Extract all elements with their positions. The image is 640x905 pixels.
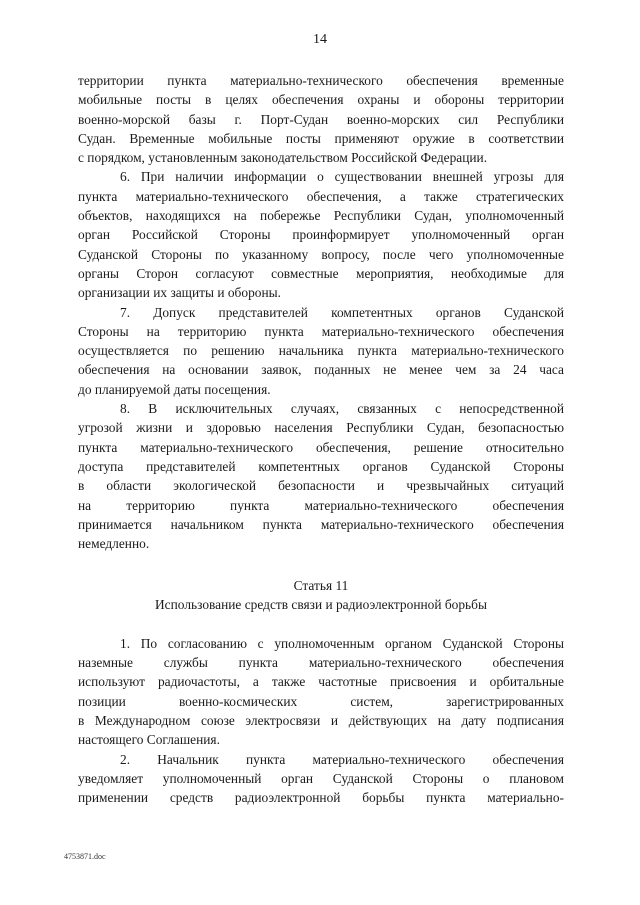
text-line: угрозой жизни и здоровью населения Республики Судан, безопасностью bbox=[78, 420, 564, 436]
text-line: орган Российской Стороны проинформирует уполномоченный орган bbox=[78, 227, 564, 243]
text-line: до планируемой даты посещения. bbox=[78, 381, 271, 397]
text-line: принимается начальником пункта материально-технического обеспечения bbox=[78, 516, 564, 532]
text-line: 1. По согласованию с уполномоченным органом Суданской Стороны bbox=[120, 635, 564, 651]
text-line: настоящего Соглашения. bbox=[78, 732, 220, 748]
text-line: военно-морской базы г. Порт-Судан военно-морских сил Республики bbox=[78, 111, 564, 127]
text-line: объектов, находящихся на побережье Республики Судан, уполномоченный bbox=[78, 208, 564, 224]
text-block-top bbox=[78, 71, 564, 553]
text-line: 8. В исключительных случаях, связанных с непосредственной bbox=[120, 401, 564, 417]
heading-line: Статья 11 bbox=[293, 578, 349, 593]
text-line: немедленно. bbox=[78, 536, 150, 552]
text-line: Суданской Стороны по указанному вопросу, после чего уполномоченные bbox=[78, 246, 564, 262]
text-line: в Международном союзе электросвязи и действующих на дату подписания bbox=[78, 713, 564, 729]
page-number: 14 bbox=[313, 32, 327, 47]
text-line: на территорию пункта материально-технического обеспечения bbox=[78, 497, 564, 513]
text-line: применении средств радиоэлектронной борьбы пункта материально- bbox=[78, 790, 564, 806]
text-line: 7. Допуск представителей компетентных органов Суданской bbox=[120, 304, 564, 320]
text-line bbox=[78, 615, 564, 634]
text-line: 6. При наличии информации о существовании внешней угрозы для bbox=[120, 169, 564, 185]
file-name-footer: 4753871.doc bbox=[64, 852, 106, 861]
text-line: доступа представителей компетентных органов Суданской Стороны bbox=[78, 458, 564, 474]
text-block-article-11 bbox=[78, 576, 564, 808]
text-line: наземные службы пункта материально-технического обеспечения bbox=[78, 655, 564, 671]
text-line: мобильные посты в целях обеспечения охраны и обороны территории bbox=[78, 92, 564, 108]
text-line: территории пункта материально-технического обеспечения временные bbox=[78, 73, 564, 88]
text-line: 2. Начальник пункта материально-технического обеспечения bbox=[120, 751, 564, 767]
text-line: с порядком, установленным законодательством Российской Федерации. bbox=[78, 150, 488, 166]
text-line: пункта материально-технического обеспечения, решение относительно bbox=[78, 439, 564, 455]
text-line: осуществляется по решению начальника пункта материально-технического bbox=[78, 343, 564, 359]
text-line: органы Сторон согласуют совместные мероприятия, необходимые для bbox=[78, 265, 564, 281]
text-line: пункта материально-технического обеспечения, а также стратегических bbox=[78, 188, 564, 204]
heading-line: Использование средств связи и радиоэлектронной борьбы bbox=[155, 597, 487, 613]
text-line: Стороны на территорию пункта материально-технического обеспечения bbox=[78, 323, 564, 339]
text-line: обеспечения на основании заявок, поданных не менее чем за 24 часа bbox=[78, 362, 564, 378]
text-line: позиции военно-космических систем, зарегистрированных bbox=[78, 693, 564, 709]
text-line: используют радиочастоты, а также частотные присвоения и орбитальные bbox=[78, 674, 564, 690]
text-line: организации их защиты и обороны. bbox=[78, 285, 281, 301]
text-line: Судан. Временные мобильные посты применяют оружие в соответствии bbox=[78, 130, 564, 146]
text-line: в области экологической безопасности и чрезвычайных ситуаций bbox=[78, 478, 564, 494]
text-line: уведомляет уполномоченный орган Суданской Стороны о плановом bbox=[78, 770, 564, 786]
